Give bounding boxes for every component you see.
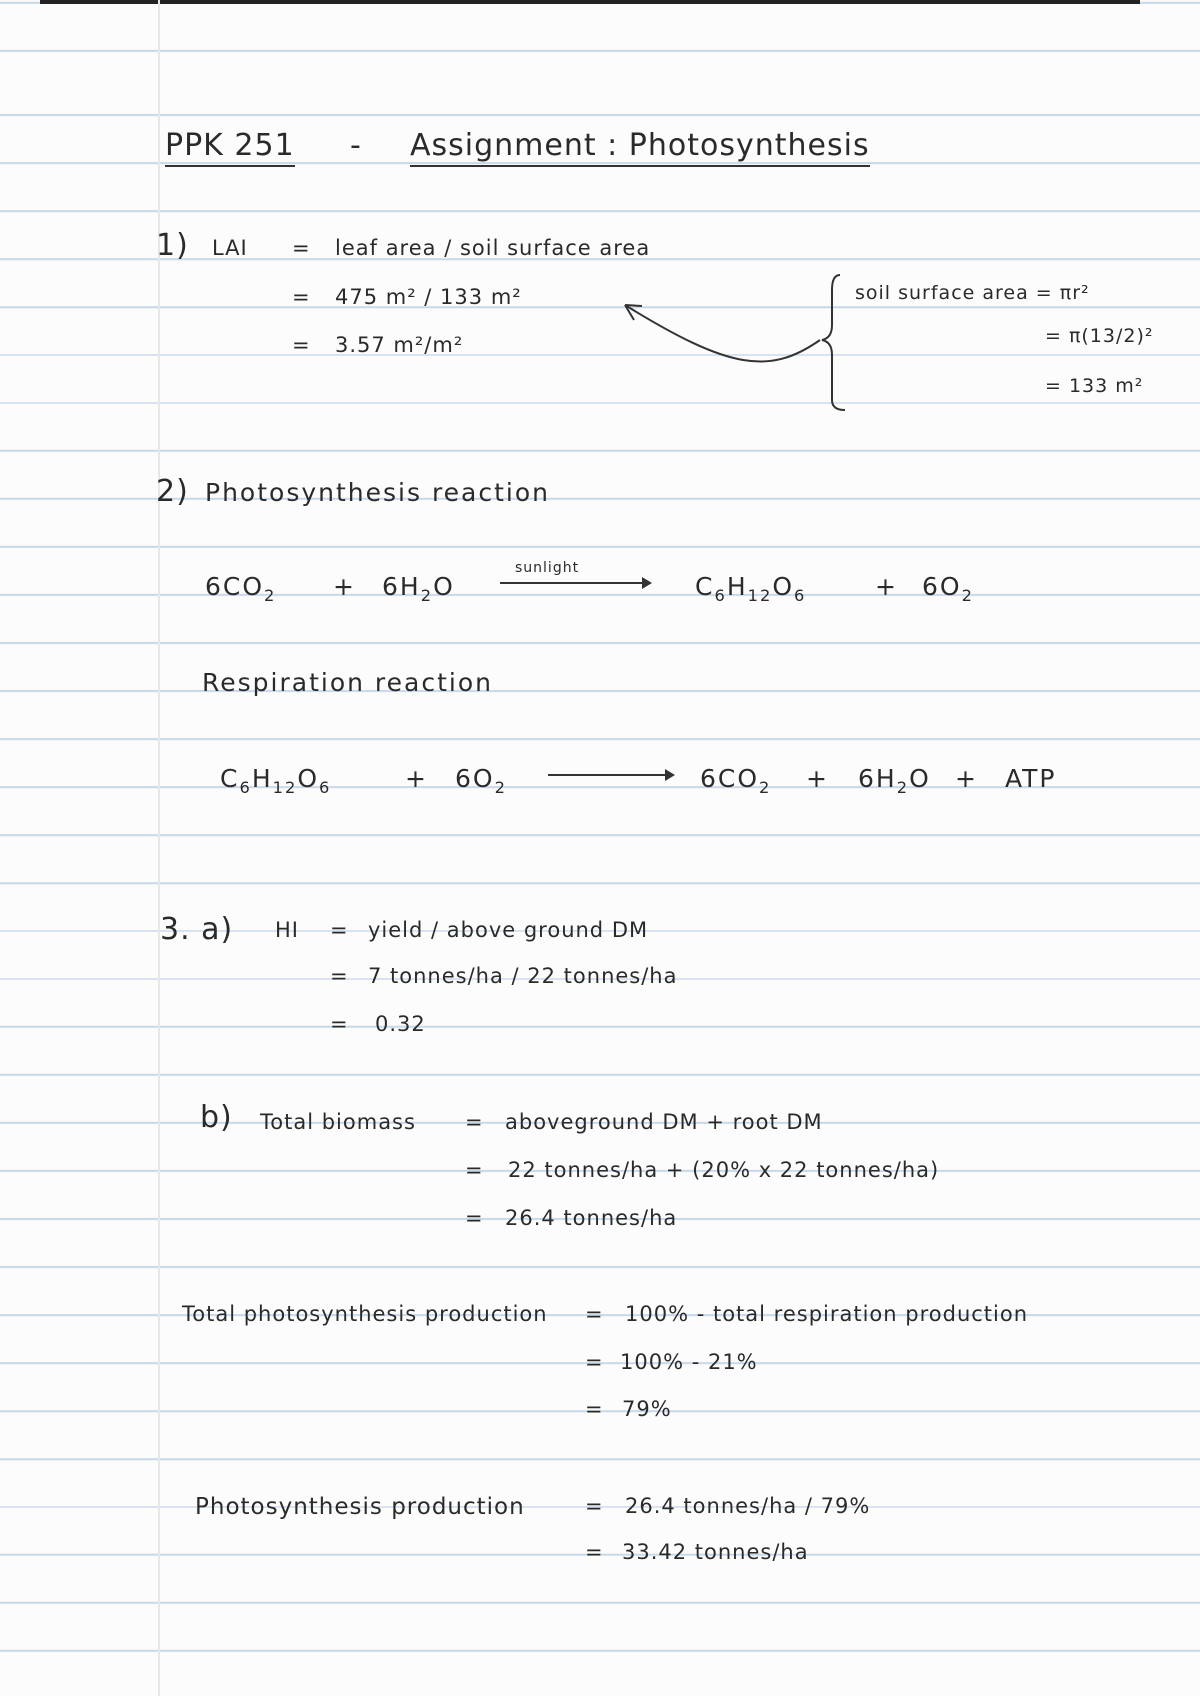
ps-production-formula: 26.4 tonnes/ha / 79% — [625, 1494, 871, 1518]
equals-sign: = — [585, 1494, 604, 1518]
equals-sign: = — [465, 1110, 484, 1134]
equals-sign: = — [585, 1397, 604, 1421]
total-biomass-result: 26.4 tonnes/ha — [505, 1206, 678, 1230]
respiration-heading: Respiration reaction — [202, 668, 493, 697]
equals-sign: = — [330, 1012, 349, 1036]
total-ps-production-formula: 100% - total respiration production — [625, 1302, 1029, 1326]
question-3a-number: 3. a) — [160, 912, 234, 947]
equals-sign: = — [292, 285, 311, 309]
hi-label: HI — [275, 918, 299, 942]
plus-sign: + — [875, 572, 898, 601]
title-dash: - — [350, 128, 362, 163]
equals-sign: = — [292, 333, 311, 357]
equals-sign: = — [585, 1540, 604, 1564]
equals-sign: = — [292, 236, 311, 260]
question-2-number: 2) — [156, 474, 189, 509]
ps-product-o2: $6O_2$ — [922, 572, 974, 605]
total-biomass-formula: aboveground DM + root DM — [505, 1110, 823, 1134]
ps-reactant-co2: $6CO_2$ — [205, 572, 277, 605]
ps-reactant-h2o: $6H_2O$ — [382, 572, 455, 605]
resp-product-h2o: $6H_2O$ — [858, 764, 931, 797]
lai-label: LAI — [212, 236, 248, 260]
total-ps-production-result: 79% — [622, 1397, 672, 1421]
resp-product-co2: $6CO_2$ — [700, 764, 772, 797]
soil-area-note-line-1: soil surface area = πr² — [855, 282, 1090, 304]
equals-sign: = — [330, 964, 349, 988]
lai-formula: leaf area / soil surface area — [335, 236, 651, 260]
plus-sign: + — [955, 764, 978, 793]
soil-area-note-line-2: = π(13/2)² — [1045, 325, 1154, 347]
equals-sign: = — [465, 1158, 484, 1182]
lai-result: 3.57 m²/m² — [335, 333, 464, 357]
total-biomass-label: Total biomass — [260, 1110, 416, 1134]
resp-reaction-arrow — [548, 774, 673, 776]
sunlight-label: sunlight — [515, 560, 580, 576]
course-code: PPK 251 — [165, 128, 295, 167]
plus-sign: + — [806, 764, 829, 793]
equals-sign: = — [585, 1302, 604, 1326]
hi-result: 0.32 — [375, 1012, 426, 1036]
equals-sign: = — [465, 1206, 484, 1230]
total-ps-production-label: Total photosynthesis production — [182, 1302, 548, 1326]
plus-sign: + — [405, 764, 428, 793]
assignment-title: Assignment : Photosynthesis — [410, 128, 870, 167]
photosynthesis-heading: Photosynthesis reaction — [205, 478, 551, 507]
ps-product-glucose: $C_6H_{12}O_6$ — [695, 572, 807, 605]
resp-reactant-glucose: $C_6H_{12}O_6$ — [220, 764, 332, 797]
equals-sign: = — [585, 1350, 604, 1374]
total-biomass-substitution: 22 tonnes/ha + (20% x 22 tonnes/ha) — [508, 1158, 940, 1182]
hi-formula: yield / above ground DM — [368, 918, 649, 942]
question-1-number: 1) — [156, 228, 189, 263]
equals-sign: = — [330, 918, 349, 942]
hi-substitution: 7 tonnes/ha / 22 tonnes/ha — [368, 964, 678, 988]
soil-area-note-line-3: = 133 m² — [1045, 375, 1144, 397]
plus-sign: + — [333, 572, 356, 601]
ps-reaction-arrow — [500, 582, 650, 584]
question-3b-number: b) — [200, 1100, 233, 1135]
total-ps-production-substitution: 100% - 21% — [620, 1350, 758, 1374]
ps-production-result: 33.42 tonnes/ha — [622, 1540, 809, 1564]
ps-production-label: Photosynthesis production — [195, 1494, 525, 1520]
lai-substitution: 475 m² / 133 m² — [335, 285, 522, 309]
resp-reactant-o2: $6O_2$ — [455, 764, 507, 797]
top-edge-bar — [40, 0, 1140, 4]
resp-product-atp: ATP — [1005, 764, 1057, 793]
